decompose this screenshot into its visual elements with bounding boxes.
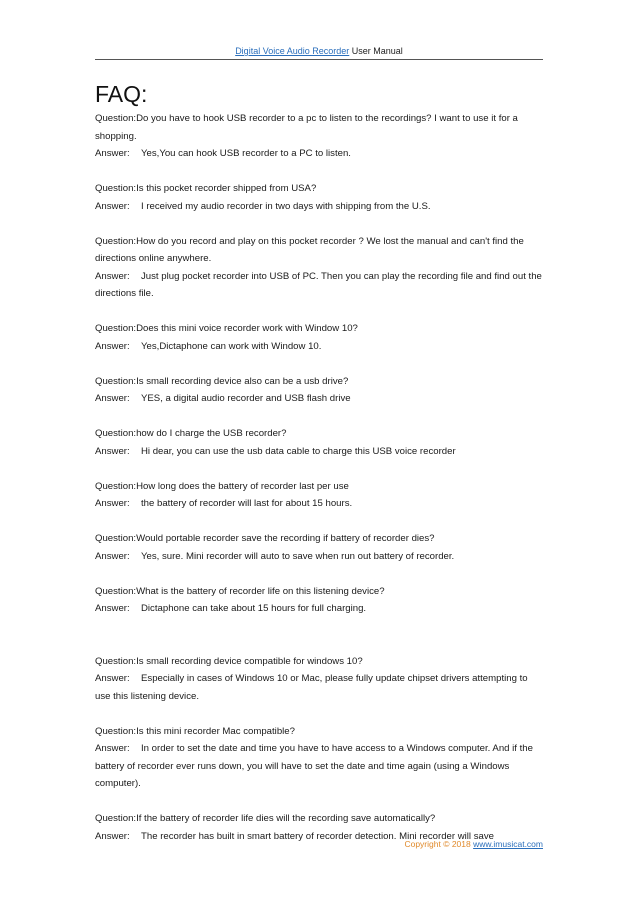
faq-answer: [95, 670, 543, 705]
spacer: [95, 215, 543, 233]
answer-label: Answer:: [95, 270, 130, 282]
faq-question: Question:How long does the battery of recorder last per use: [95, 480, 349, 492]
answer-text: Especially in cases of Windows 10 or Mac, please fully update chipset drivers attempting to use this listening device.: [95, 673, 528, 702]
faq-answer: [95, 198, 543, 216]
faq-question: Question:Does this mini voice recorder work with Window 10?: [95, 323, 358, 334]
answer-label: Answer:: [95, 340, 130, 352]
copyright-text: Copyright © 2018: [404, 839, 474, 849]
faq-answer: [95, 145, 543, 163]
spacer: [95, 513, 543, 531]
header-manual-link[interactable]: Digital Voice Audio Recorder: [235, 46, 350, 56]
faq-answer: [95, 268, 543, 303]
header-divider: [95, 59, 543, 60]
faq-item: [95, 653, 543, 706]
answer-text: Yes,You can hook USB recorder to a PC to listen.: [141, 148, 351, 159]
faq-question: Question:Would portable recorder save the recording if battery of recorder dies?: [95, 533, 435, 544]
answer-text: the battery of recorder will last for about 15 hours.: [141, 498, 353, 509]
spacer: [95, 618, 543, 653]
answer-label: Answer:: [95, 673, 130, 684]
website-link[interactable]: www.imusicat.com: [473, 839, 543, 849]
faq-item: [95, 320, 543, 355]
spacer: [95, 705, 543, 723]
answer-label: Answer:: [95, 498, 130, 509]
faq-answer: [95, 443, 543, 461]
faq-item: [95, 478, 543, 513]
faq-question: Question:Is this pocket recorder shipped from USA?: [95, 183, 317, 194]
faq-question: Question:Do you have to hook USB recorder to a pc to listen to the recordings? I want to use it for a shopping.: [95, 113, 518, 142]
faq-answer: [95, 390, 543, 408]
spacer: [95, 163, 543, 181]
faq-question: Question:Is small recording device compatible for windows 10?: [95, 655, 363, 667]
answer-text: Yes, sure. Mini recorder will auto to save when run out battery of recorder.: [141, 550, 455, 562]
answer-label: Answer:: [95, 550, 130, 562]
answer-label: Answer:: [95, 200, 130, 212]
faq-item: [95, 583, 543, 618]
faq-answer: [95, 495, 543, 513]
faq-answer: [95, 600, 543, 618]
faq-answer: [95, 338, 543, 356]
answer-text: In order to set the date and time you have to have access to a Windows computer. And if the battery of recorder ever runs down, you will have to set the date and time again (using a Windows computer).: [95, 743, 533, 789]
faq-question: Question:Is small recording device also can be a usb drive?: [95, 375, 349, 387]
faq-item: [95, 233, 543, 303]
page-header: [95, 45, 543, 57]
faq-question: Question:How do you record and play on this pocket recorder ? We lost the manual and can't find the directions online anywhere.: [95, 235, 524, 264]
spacer: [95, 355, 543, 373]
faq-question: Question:If the battery of recorder life dies will the recording save automatically?: [95, 813, 436, 824]
answer-label: Answer:: [95, 445, 130, 457]
answer-text: YES, a digital audio recorder and USB flash drive: [141, 393, 351, 404]
faq-answer: [95, 740, 543, 793]
answer-text: Just plug pocket recorder into USB of PC. Then you can play the recording file and find out the directions file.: [95, 270, 542, 299]
answer-text: Yes,Dictaphone can work with Window 10.: [141, 340, 322, 352]
spacer: [95, 408, 543, 426]
faq-item: [95, 180, 543, 215]
header-subtitle: User Manual: [349, 46, 403, 56]
faq-item: [95, 530, 543, 565]
answer-text: I received my audio recorder in two days with shipping from the U.S.: [141, 200, 431, 212]
spacer: [95, 565, 543, 583]
spacer: [95, 793, 543, 811]
answer-label: Answer:: [95, 393, 130, 404]
faq-question: Question:how do I charge the USB recorder?: [95, 428, 287, 439]
page-title: FAQ:: [95, 81, 148, 107]
spacer: [95, 460, 543, 478]
answer-label: Answer:: [95, 148, 130, 159]
spacer: [95, 303, 543, 321]
answer-text: Dictaphone can take about 15 hours for full charging.: [141, 603, 367, 614]
answer-label: Answer:: [95, 743, 130, 754]
faq-item: [95, 723, 543, 793]
faq-list: [95, 110, 543, 845]
answer-label: Answer:: [95, 603, 130, 614]
faq-item: [95, 425, 543, 460]
faq-question: Question:What is the battery of recorder life on this listening device?: [95, 585, 385, 597]
faq-item: [95, 373, 543, 408]
answer-text: The recorder has built in smart battery of recorder detection. Mini recorder will save: [141, 830, 494, 842]
answer-text: Hi dear, you can use the usb data cable to charge this USB voice recorder: [141, 445, 456, 457]
faq-item: [95, 110, 543, 163]
faq-answer: [95, 548, 543, 566]
page-footer: [404, 838, 543, 850]
answer-label: Answer:: [95, 830, 130, 842]
faq-question: Question:Is this mini recorder Mac compatible?: [95, 725, 295, 737]
